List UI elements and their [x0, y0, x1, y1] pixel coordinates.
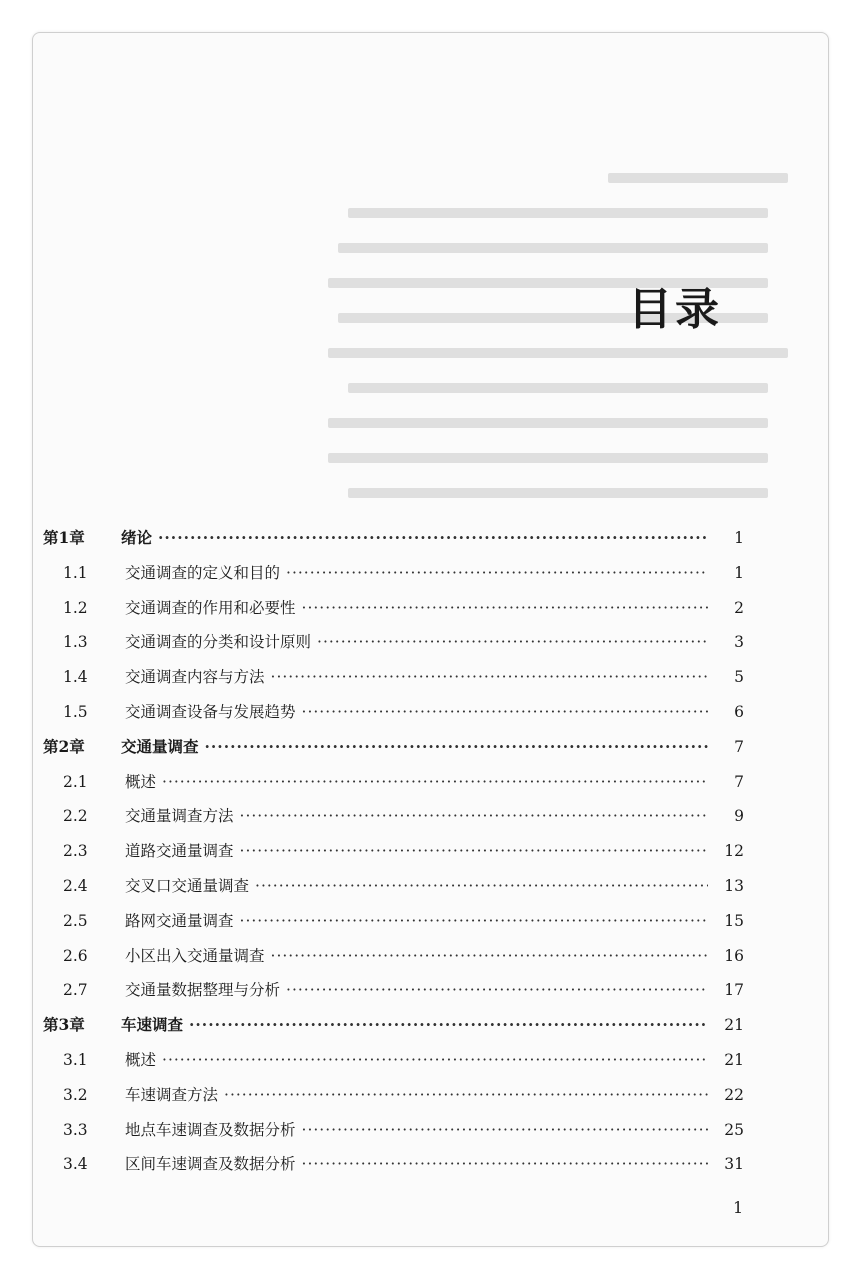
toc-entry-number: 1.3: [63, 633, 88, 652]
toc-entry-label: 交通调查内容与方法: [125, 668, 265, 687]
toc-entry-number: 2.4: [63, 877, 88, 895]
toc-entry-label: 车速调查方法: [125, 1085, 219, 1104]
dot-leader: [255, 873, 708, 899]
toc-entry-label: 道路交通量调查: [125, 842, 234, 861]
toc-entry-page: 6: [734, 703, 744, 721]
toc-entry-page: 17: [724, 981, 744, 1000]
dot-leader: [286, 560, 708, 586]
toc-section-entry: [33, 838, 828, 864]
toc-section-entry: [33, 1117, 828, 1143]
toc-entry-number: 2.5: [63, 911, 88, 930]
toc-entry-label: 车速调查: [121, 1015, 184, 1035]
toc-entry-number: 2.3: [63, 842, 88, 861]
toc-section-entry: [33, 699, 828, 725]
toc-chapter-entry: [33, 1012, 828, 1038]
dot-leader: [286, 977, 708, 1003]
toc-entry-label: 概述: [125, 772, 157, 791]
toc-entry-number: 第1章: [43, 528, 85, 547]
toc-section-entry: [33, 908, 828, 934]
toc-section-entry: [33, 664, 828, 690]
toc-entry-number: 第2章: [43, 736, 85, 756]
toc-entry-number: 2.6: [63, 946, 88, 965]
toc-chapter-entry: [33, 525, 828, 551]
toc-entry-page: 1: [734, 529, 744, 547]
toc-section-entry: [33, 977, 828, 1003]
toc-entry-page: 7: [734, 772, 744, 791]
dot-leader: [162, 1047, 708, 1073]
dot-leader: [302, 1117, 708, 1143]
toc-section-entry: [33, 943, 828, 969]
toc-entry-page: 9: [734, 807, 744, 826]
toc-entry-number: 3.3: [63, 1120, 88, 1139]
page-number: 1: [733, 1198, 744, 1217]
dot-leader: [224, 1082, 708, 1108]
toc-section-entry: [33, 803, 828, 829]
toc-entry-label: 交通调查的定义和目的: [125, 563, 281, 582]
toc-entry-page: 3: [734, 633, 744, 652]
toc-entry-page: 22: [724, 1085, 744, 1104]
toc-entry-label: 地点车速调查及数据分析: [125, 1120, 296, 1139]
dot-leader: [158, 525, 708, 551]
dot-leader: [302, 595, 708, 621]
dot-leader: [205, 734, 708, 760]
toc-entry-page: 31: [724, 1155, 744, 1174]
toc-entry-page: 2: [734, 598, 744, 617]
toc-section-entry: [33, 1151, 828, 1177]
toc-entry-number: 1.2: [63, 598, 88, 617]
dot-leader: [302, 1151, 708, 1177]
toc-section-entry: [33, 629, 828, 655]
toc-section-entry: [33, 873, 828, 899]
toc-section-entry: [33, 769, 828, 795]
toc-entry-page: 5: [734, 668, 744, 687]
toc-entry-label: 绪论: [121, 528, 153, 547]
toc-entry-label: 交通调查设备与发展趋势: [125, 703, 296, 721]
book-page: [32, 32, 829, 1247]
toc-entry-page: 21: [724, 1016, 744, 1035]
dot-leader: [240, 803, 708, 829]
toc-entry-number: 1.4: [63, 668, 88, 687]
page-title: 目录: [628, 284, 722, 335]
toc-section-entry: [33, 1047, 828, 1073]
dot-leader: [271, 664, 708, 690]
dot-leader: [271, 943, 708, 969]
toc-entry-label: 交通调查的作用和必要性: [125, 598, 296, 617]
toc-entry-label: 交通调查的分类和设计原则: [125, 633, 312, 652]
dot-leader: [240, 838, 708, 864]
toc-entry-label: 交叉口交通量调查: [125, 877, 250, 895]
toc-entry-label: 路网交通量调查: [125, 911, 234, 930]
dot-leader: [189, 1012, 708, 1038]
toc-entry-number: 3.4: [63, 1155, 88, 1174]
toc-entry-label: 区间车速调查及数据分析: [125, 1155, 296, 1174]
dot-leader: [317, 629, 708, 655]
dot-leader: [240, 908, 708, 934]
toc-entry-number: 2.7: [63, 981, 88, 1000]
toc-entry-number: 3.2: [63, 1085, 88, 1104]
toc-entry-label: 概述: [125, 1051, 157, 1069]
toc-entry-number: 2.2: [63, 807, 88, 826]
toc-entry-number: 3.1: [63, 1051, 88, 1069]
toc-entry-label: 小区出入交通量调查: [125, 946, 265, 965]
toc-entry-label: 交通量调查: [121, 736, 199, 756]
toc-entry-page: 15: [724, 911, 744, 930]
toc-entry-page: 25: [724, 1120, 744, 1139]
toc-entry-number: 第3章: [43, 1015, 85, 1035]
toc-entry-page: 13: [724, 877, 744, 895]
toc-chapter-entry: [33, 734, 828, 760]
toc-entry-page: 7: [734, 737, 744, 756]
dot-leader: [162, 769, 708, 795]
toc-entry-page: 21: [724, 1051, 744, 1069]
toc-entry-number: 1.1: [63, 563, 88, 582]
toc-entry-page: 12: [724, 842, 744, 861]
toc-section-entry: [33, 1082, 828, 1108]
dot-leader: [302, 699, 708, 725]
toc-entry-label: 交通量调查方法: [125, 807, 234, 826]
toc-entry-page: 16: [724, 946, 744, 965]
toc-entry-label: 交通量数据整理与分析: [125, 981, 281, 1000]
toc-entry-page: 1: [734, 563, 744, 582]
toc-section-entry: [33, 595, 828, 621]
toc-entry-number: 2.1: [63, 772, 88, 791]
toc-section-entry: [33, 560, 828, 586]
toc-entry-number: 1.5: [63, 703, 88, 721]
